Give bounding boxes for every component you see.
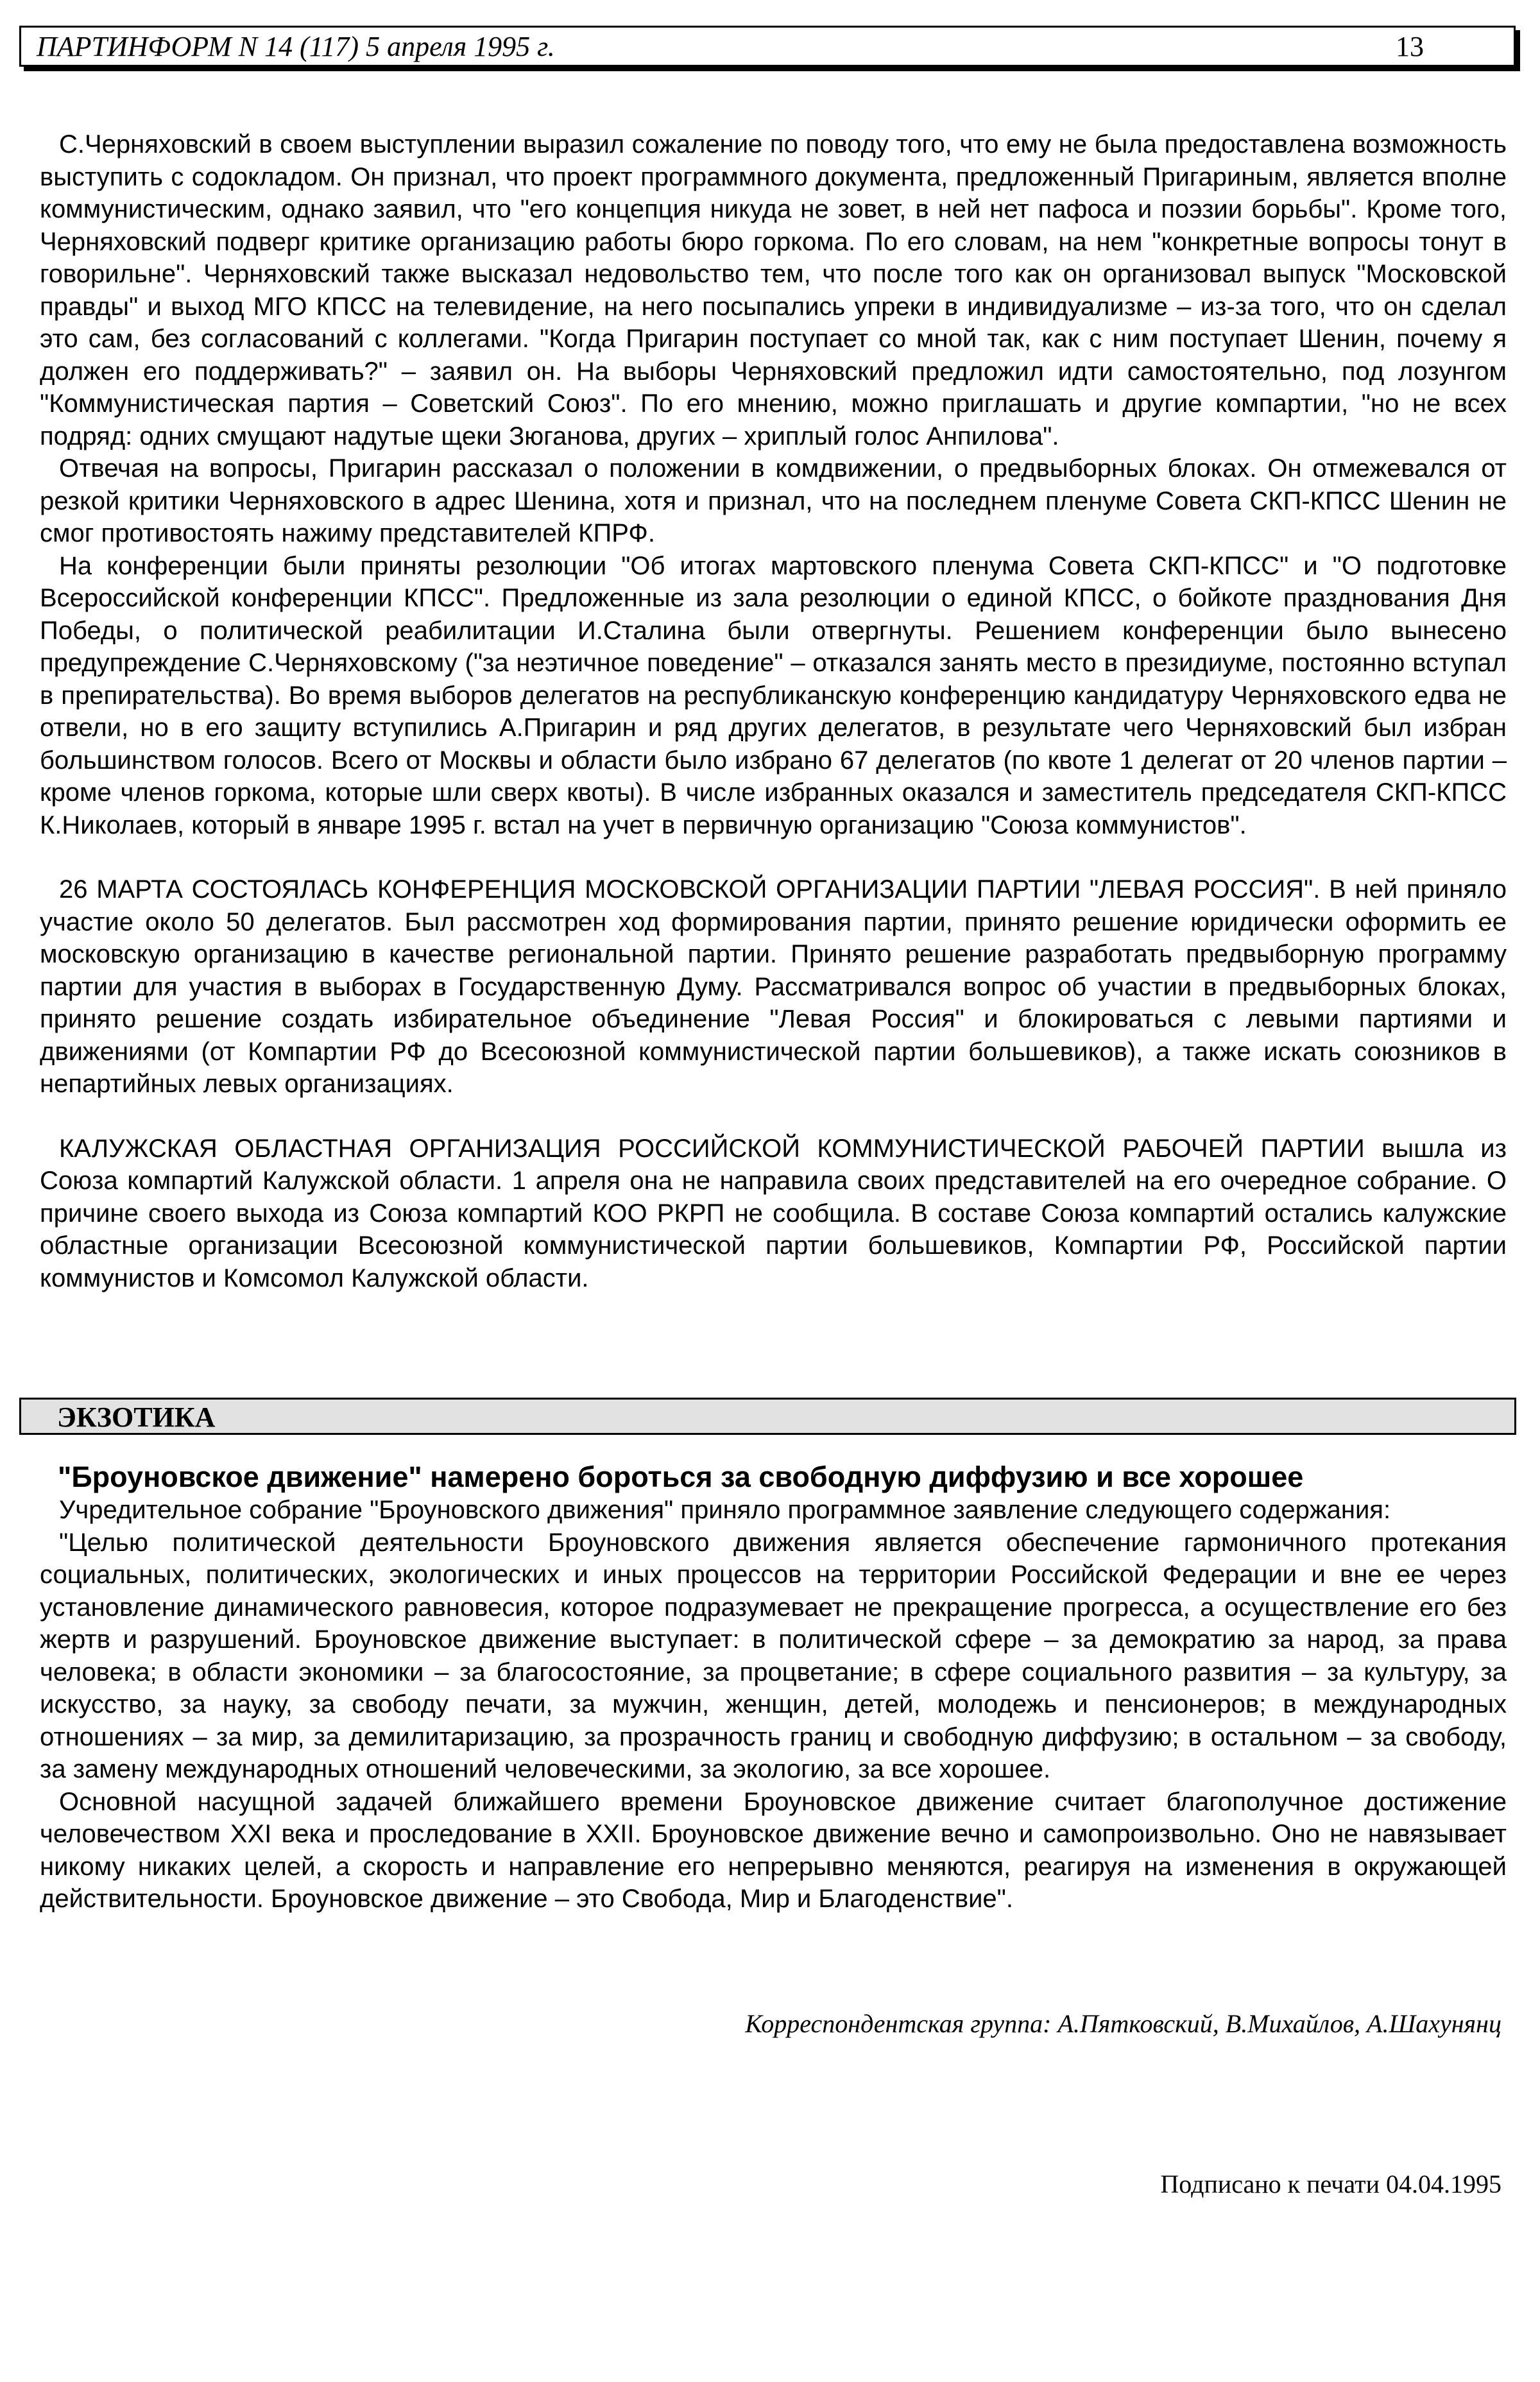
section-header xyxy=(19,1398,1516,1435)
article xyxy=(40,1461,1507,1915)
article-paragraph: Учредительное собрание "Броуновского движения" приняло программное заявление следующего содержания: xyxy=(59,1496,1391,1524)
article-headline: "Броуновское движение" намерено бороться за свободную диффузию и все хорошее xyxy=(58,1461,1304,1493)
page-header xyxy=(19,26,1516,67)
credits: Корреспондентская группа: А.Пятковский, В.Михайлов, А.Шахунянц xyxy=(745,2009,1502,2038)
page-number: 13 xyxy=(1396,31,1424,62)
paragraph: КАЛУЖСКАЯ ОБЛАСТНАЯ ОРГАНИЗАЦИЯ РОССИЙСКОЙ КОММУНИСТИЧЕСКОЙ РАБОЧЕЙ ПАРТИИ вышла из Союза компартий Калужской области. 1 апреля она не направила своих представителей на его очередное собрание. О причине своего выхода из Союза компартий КОО РКРП не сообщила. В составе Союза компартий остались калужские областные организации Всесоюзной коммунистической партии большевиков, Компартии РФ, Российской партии коммунистов и Комсомол Калужской области. xyxy=(40,1134,1507,1292)
print-date: Подписано к печати 04.04.1995 xyxy=(1160,2170,1502,2198)
paragraph: На конференции были приняты резолюции "Об итогах мартовского пленума Совета СКП-КПСС" и "О подготовке Всероссийской конференции КПСС". Предложенные из зала резолюции о единой КПСС, о бойкоте празднования Дня Победы, о политической реабилитации И.Сталина были отвергнуты. Решением конференции было вынесено предупреждение С.Черняховскому ("за неэтичное поведение" – отказался занять место в президиуме, постоянно вступал в препирательства). Во время выборов делегатов на республиканскую конференцию кандидатуру Черняховского едва не отвели, но в его защиту вступились А.Пригарин и ряд других делегатов, в результате чего Черняховский был избран большинством голосов. Всего от Москвы и области было избрано 67 делегатов (по квоте 1 делегат от 20 членов партии – кроме членов горкома, которые шли сверх квоты). В числе избранных оказался и заместитель председателя СКП-КПСС К.Николаев, который в январе 1995 г. встал на учет в первичную организацию "Союза коммунистов". xyxy=(40,551,1507,839)
paragraph: 26 МАРТА СОСТОЯЛАСЬ КОНФЕРЕНЦИЯ МОСКОВСКОЙ ОРГАНИЗАЦИИ ПАРТИИ "ЛЕВАЯ РОССИЯ". В ней приняло участие около 50 делегатов. Был рассмотрен ход формирования партии, принято решение юридически оформить ее московскую организацию в качестве региональной партии. Принято решение разработать предвыборную программу партии для участия в выборах в Государственную Думу. Рассматривался вопрос об участии в предвыборных блоках, принято решение создать избирательное объединение "Левая Россия" и блокироваться с левыми партиями и движениями (от Компартии РФ до Всесоюзной коммунистической партии большевиков), а также искать союзников в непартийных левых организациях. xyxy=(40,875,1507,1098)
publication-title: ПАРТИНФОРМ N 14 (117) 5 апреля 1995 г. xyxy=(37,31,555,62)
article-paragraph: "Целью политической деятельности Броуновского движения является обеспечение гармоничного протекания социальных, политических, экологических и иных процессов на территории Российской Федерации и вне ее через установление динамического равновесия, которое подразумевает не прекращение прогресса, а осуществление его без жертв и разрушений. Броуновское движение выступает: в политической сфере – за демократию за народ, за права человека; в области экономики – за благосостояние, за процветание; в сфере социального развития – за культуру, за искусство, за науку, за свободу печати, за мужчин, женщин, детей, молодежь и пенсионеров; в международных отношениях – за мир, за демилитаризацию, за прозрачность границ и свободную диффузию; в остальном – за свободу, за замену международных отношений человеческими, за экологию, за все хорошее. xyxy=(40,1528,1507,1783)
paragraph: С.Черняховский в своем выступлении выразил сожаление по поводу того, что ему не была предоставлена возможность выступить с содокладом. Он признал, что проект программного документа, предложенный Пригариным, является вполне коммунистическим, однако заявил, что "его концепция никуда не зовет, в ней нет пафоса и поэзии борьбы". Кроме того, Черняховский подверг критике организацию работы бюро горкома. По его словам, на нем "конкретные вопросы тонут в говорильне". Черняховский также высказал недовольство тем, что после того как он организовал выпуск "Московской правды" и выход МГО КПСС на телевидение, на него посыпались упреки в индивидуализме – из-за того, что он сделал это сам, без согласований с коллегами. "Когда Пригарин поступает со мной так, как с ним поступает Шенин, почему я должен его поддерживать?" – заявил он. На выборы Черняховский предложил идти самостоятельно, под лозунгом "Коммунистическая партия – Советский Союз". По его мнению, можно приглашать и другие компартии, "но не всех подряд: одних смущают надутые щеки Зюганова, других – хриплый голос Анпилова". xyxy=(40,130,1507,450)
paragraph: Отвечая на вопросы, Пригарин рассказал о положении в комдвижении, о предвыборных блоках. Он отмежевался от резкой критики Черняховского в адрес Шенина, хотя и признал, что на последнем пленуме Совета СКП-КПСС Шенин не смог противостоять нажиму представителей КПРФ. xyxy=(40,454,1507,547)
section-title: ЭКЗОТИКА xyxy=(57,1401,216,1433)
article-paragraph: Основной насущной задачей ближайшего времени Броуновское движение считает благополучное достижение человечеством XXI века и проследование в XXII. Броуновское движение вечно и самопроизвольно. Оно не навязывает никому никаких целей, а скорость и направление его непрерывно меняются, реагируя на изменения в окружающей действительности. Броуновское движение – это Свобода, Мир и Благоденствие". xyxy=(40,1787,1507,1913)
news-column xyxy=(40,128,1507,1294)
